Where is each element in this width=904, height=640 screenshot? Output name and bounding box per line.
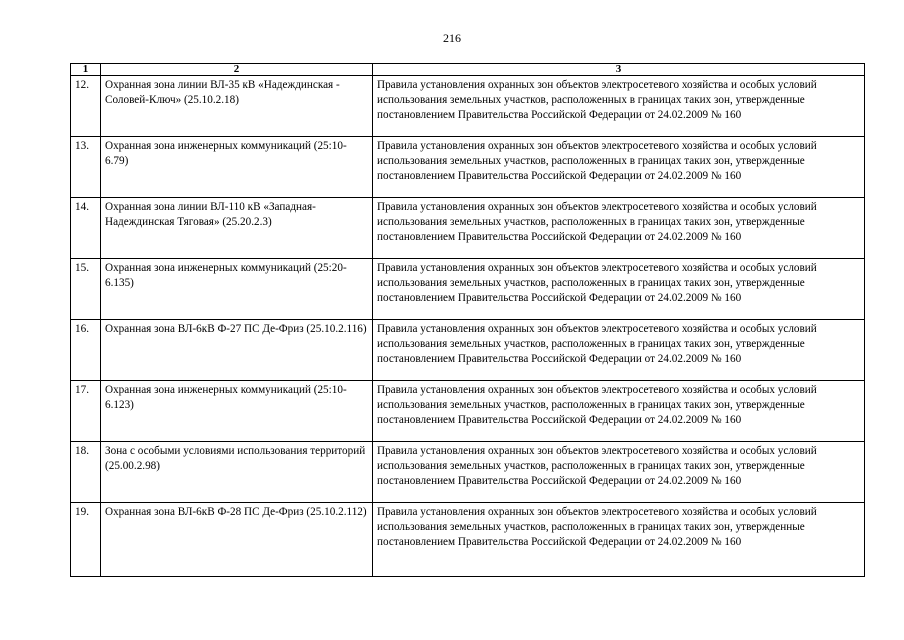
column-header-number: 1 [71, 64, 101, 76]
zone-name: Охранная зона инженерных коммуникаций (25:10-6.79) [101, 137, 373, 198]
row-number: 18. [71, 442, 101, 503]
row-number: 17. [71, 381, 101, 442]
legal-basis: Правила установления охранных зон объектов электросетевого хозяйства и особых условий использования земельных участков, расположенных в границах таких зон, утвержденные постановлением Правительства Российской Федерации от 24.02.2009 № 160 [373, 442, 865, 503]
row-number: 14. [71, 198, 101, 259]
zone-name: Охранная зона линии ВЛ-35 кВ «Надеждинская - Соловей-Ключ» (25.10.2.18) [101, 76, 373, 137]
column-header-zone-name: 2 [101, 64, 373, 76]
row-number: 19. [71, 503, 101, 577]
row-number: 12. [71, 76, 101, 137]
legal-basis: Правила установления охранных зон объектов электросетевого хозяйства и особых условий использования земельных участков, расположенных в границах таких зон, утвержденные постановлением Правительства Российской Федерации от 24.02.2009 № 160 [373, 259, 865, 320]
zone-name: Охранная зона инженерных коммуникаций (25:20-6.135) [101, 259, 373, 320]
table-row [71, 137, 865, 198]
table-row [71, 442, 865, 503]
table-row [71, 198, 865, 259]
legal-basis: Правила установления охранных зон объектов электросетевого хозяйства и особых условий использования земельных участков, расположенных в границах таких зон, утвержденные постановлением Правительства Российской Федерации от 24.02.2009 № 160 [373, 503, 865, 577]
table-row [71, 320, 865, 381]
zones-table [70, 63, 865, 577]
zone-name: Зона с особыми условиями использования территорий (25.00.2.98) [101, 442, 373, 503]
legal-basis: Правила установления охранных зон объектов электросетевого хозяйства и особых условий использования земельных участков, расположенных в границах таких зон, утвержденные постановлением Правительства Российской Федерации от 24.02.2009 № 160 [373, 198, 865, 259]
legal-basis: Правила установления охранных зон объектов электросетевого хозяйства и особых условий использования земельных участков, расположенных в границах таких зон, утвержденные постановлением Правительства Российской Федерации от 24.02.2009 № 160 [373, 76, 865, 137]
table-row [71, 381, 865, 442]
row-number: 15. [71, 259, 101, 320]
row-number: 13. [71, 137, 101, 198]
zone-name: Охранная зона инженерных коммуникаций (25:10-6.123) [101, 381, 373, 442]
zone-name: Охранная зона линии ВЛ-110 кВ «Западная-Надеждинская Тяговая» (25.20.2.3) [101, 198, 373, 259]
legal-basis: Правила установления охранных зон объектов электросетевого хозяйства и особых условий использования земельных участков, расположенных в границах таких зон, утвержденные постановлением Правительства Российской Федерации от 24.02.2009 № 160 [373, 320, 865, 381]
table-row [71, 503, 865, 577]
zone-name: Охранная зона ВЛ-6кВ Ф-27 ПС Де-Фриз (25.10.2.116) [101, 320, 373, 381]
row-number: 16. [71, 320, 101, 381]
column-header-legal-basis: 3 [373, 64, 865, 76]
page-number: 216 [443, 31, 461, 45]
legal-basis: Правила установления охранных зон объектов электросетевого хозяйства и особых условий использования земельных участков, расположенных в границах таких зон, утвержденные постановлением Правительства Российской Федерации от 24.02.2009 № 160 [373, 381, 865, 442]
legal-basis: Правила установления охранных зон объектов электросетевого хозяйства и особых условий использования земельных участков, расположенных в границах таких зон, утвержденные постановлением Правительства Российской Федерации от 24.02.2009 № 160 [373, 137, 865, 198]
table-row [71, 76, 865, 137]
table-header-row [71, 64, 865, 76]
table-row [71, 259, 865, 320]
zone-name: Охранная зона ВЛ-6кВ Ф-28 ПС Де-Фриз (25.10.2.112) [101, 503, 373, 577]
